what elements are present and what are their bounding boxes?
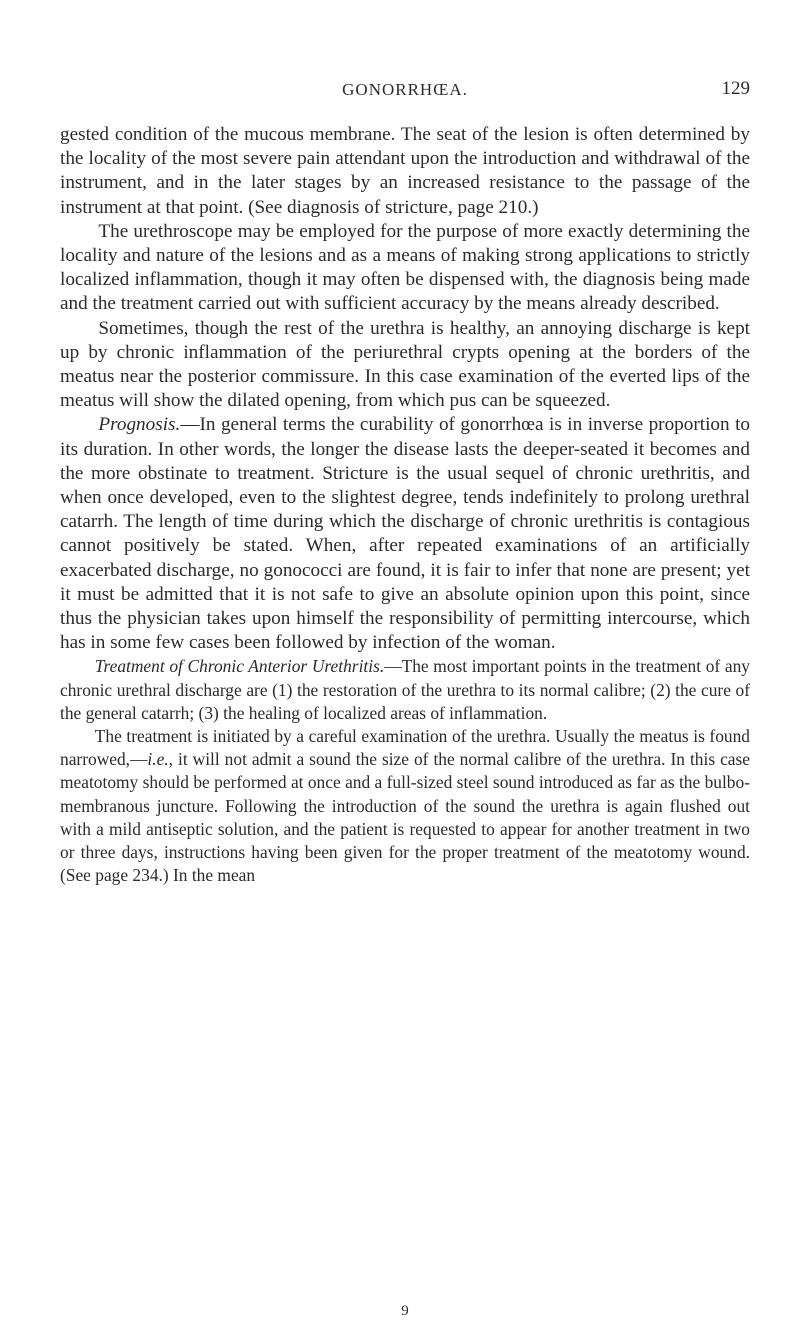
running-head — [60, 78, 750, 108]
prognosis-text: —In general terms the curability of gonorrhœa is in inverse proportion to its duration. In other words, the longer the disease lasts the deeper-seated it becomes and the more obstinate to treatment. Stricture is the usual sequel of chronic urethritis, and when once developed, even to the slightest degree, tends indefinitely to prolong urethral catarrh. The length of time during which the discharge of chronic urethritis is contagious cannot positively be stated. When, after repeated examinations of an artificially exacerbated discharge, no gonococci are found, it is fair to infer that none are present; yet it must be admitted that it is not safe to give an absolute opinion upon this point, since thus the physician takes upon himself the responsibility of permitting intercourse, which has in some few cases been followed by infection of the woman. — [60, 414, 750, 654]
signature-mark: 9 — [401, 1303, 409, 1319]
paragraph-urethroscope: The urethroscope may be employed for the purpose of more exactly determining the locality and nature of the lesions and as a means of making strong applications to strictly localized inflammation, though it may often be dispensed with, the diagnosis being made and the treatment carried out with sufficient accuracy by the means already described. — [60, 220, 750, 315]
treatment-heading: Treatment of Chronic Anterior Urethritis. — [94, 656, 385, 677]
meatotomy-text-a: The treatment is initiated by a careful examination of the urethra. Usually the meatus is found narrowed,— — [60, 726, 750, 770]
book-page — [60, 0, 750, 1338]
running-title: GONORRHŒA. — [342, 80, 468, 99]
prognosis-heading: Prognosis. — [98, 414, 181, 436]
paragraph-prognosis — [60, 413, 750, 655]
paragraph-continued: gested condition of the mucous membrane. The seat of the lesion is often determined by the locality of the most severe pain attendant upon the introduction and withdrawal of the instrument, and in the later stages by an increased resistance to the passage of the instrument at that point. (See diagnosis of stricture, page 210.) — [60, 124, 750, 218]
paragraph-meatotomy — [60, 725, 750, 887]
meatotomy-ie: i.e. — [147, 749, 169, 770]
treatment-text: —The most important points in the treatment of any chronic urethral discharge are (1) the restoration of the urethra to its normal calibre; (2) the cure of the general catarrh; (3) the healing of localized areas of inflammation. — [60, 656, 750, 723]
meatotomy-text-b: , it will not admit a sound the size of the normal calibre of the urethra. In this case meatotomy should be performed at once and a full-sized steel sound introduced as far as the bulbo-membranous juncture. Following the introduction of the sound the urethra is again flushed out with a mild antiseptic solution, and the patient is requested to appear for another treatment in two or three days, instructions having been given for the proper treatment of the meatotomy wound. (See page 234.) In the mean — [60, 749, 750, 886]
paragraph-treatment — [60, 655, 750, 725]
body-text — [60, 123, 750, 888]
paragraph-periurethral-crypts: Sometimes, though the rest of the urethra is healthy, an annoying discharge is kept up by chronic inflammation of the periurethral crypts opening at the borders of the meatus near the posterior commissure. In this case examination of the everted lips of the meatus will show the dilated opening, from which pus can be squeezed. — [60, 317, 750, 412]
page-number: 129 — [721, 78, 750, 99]
